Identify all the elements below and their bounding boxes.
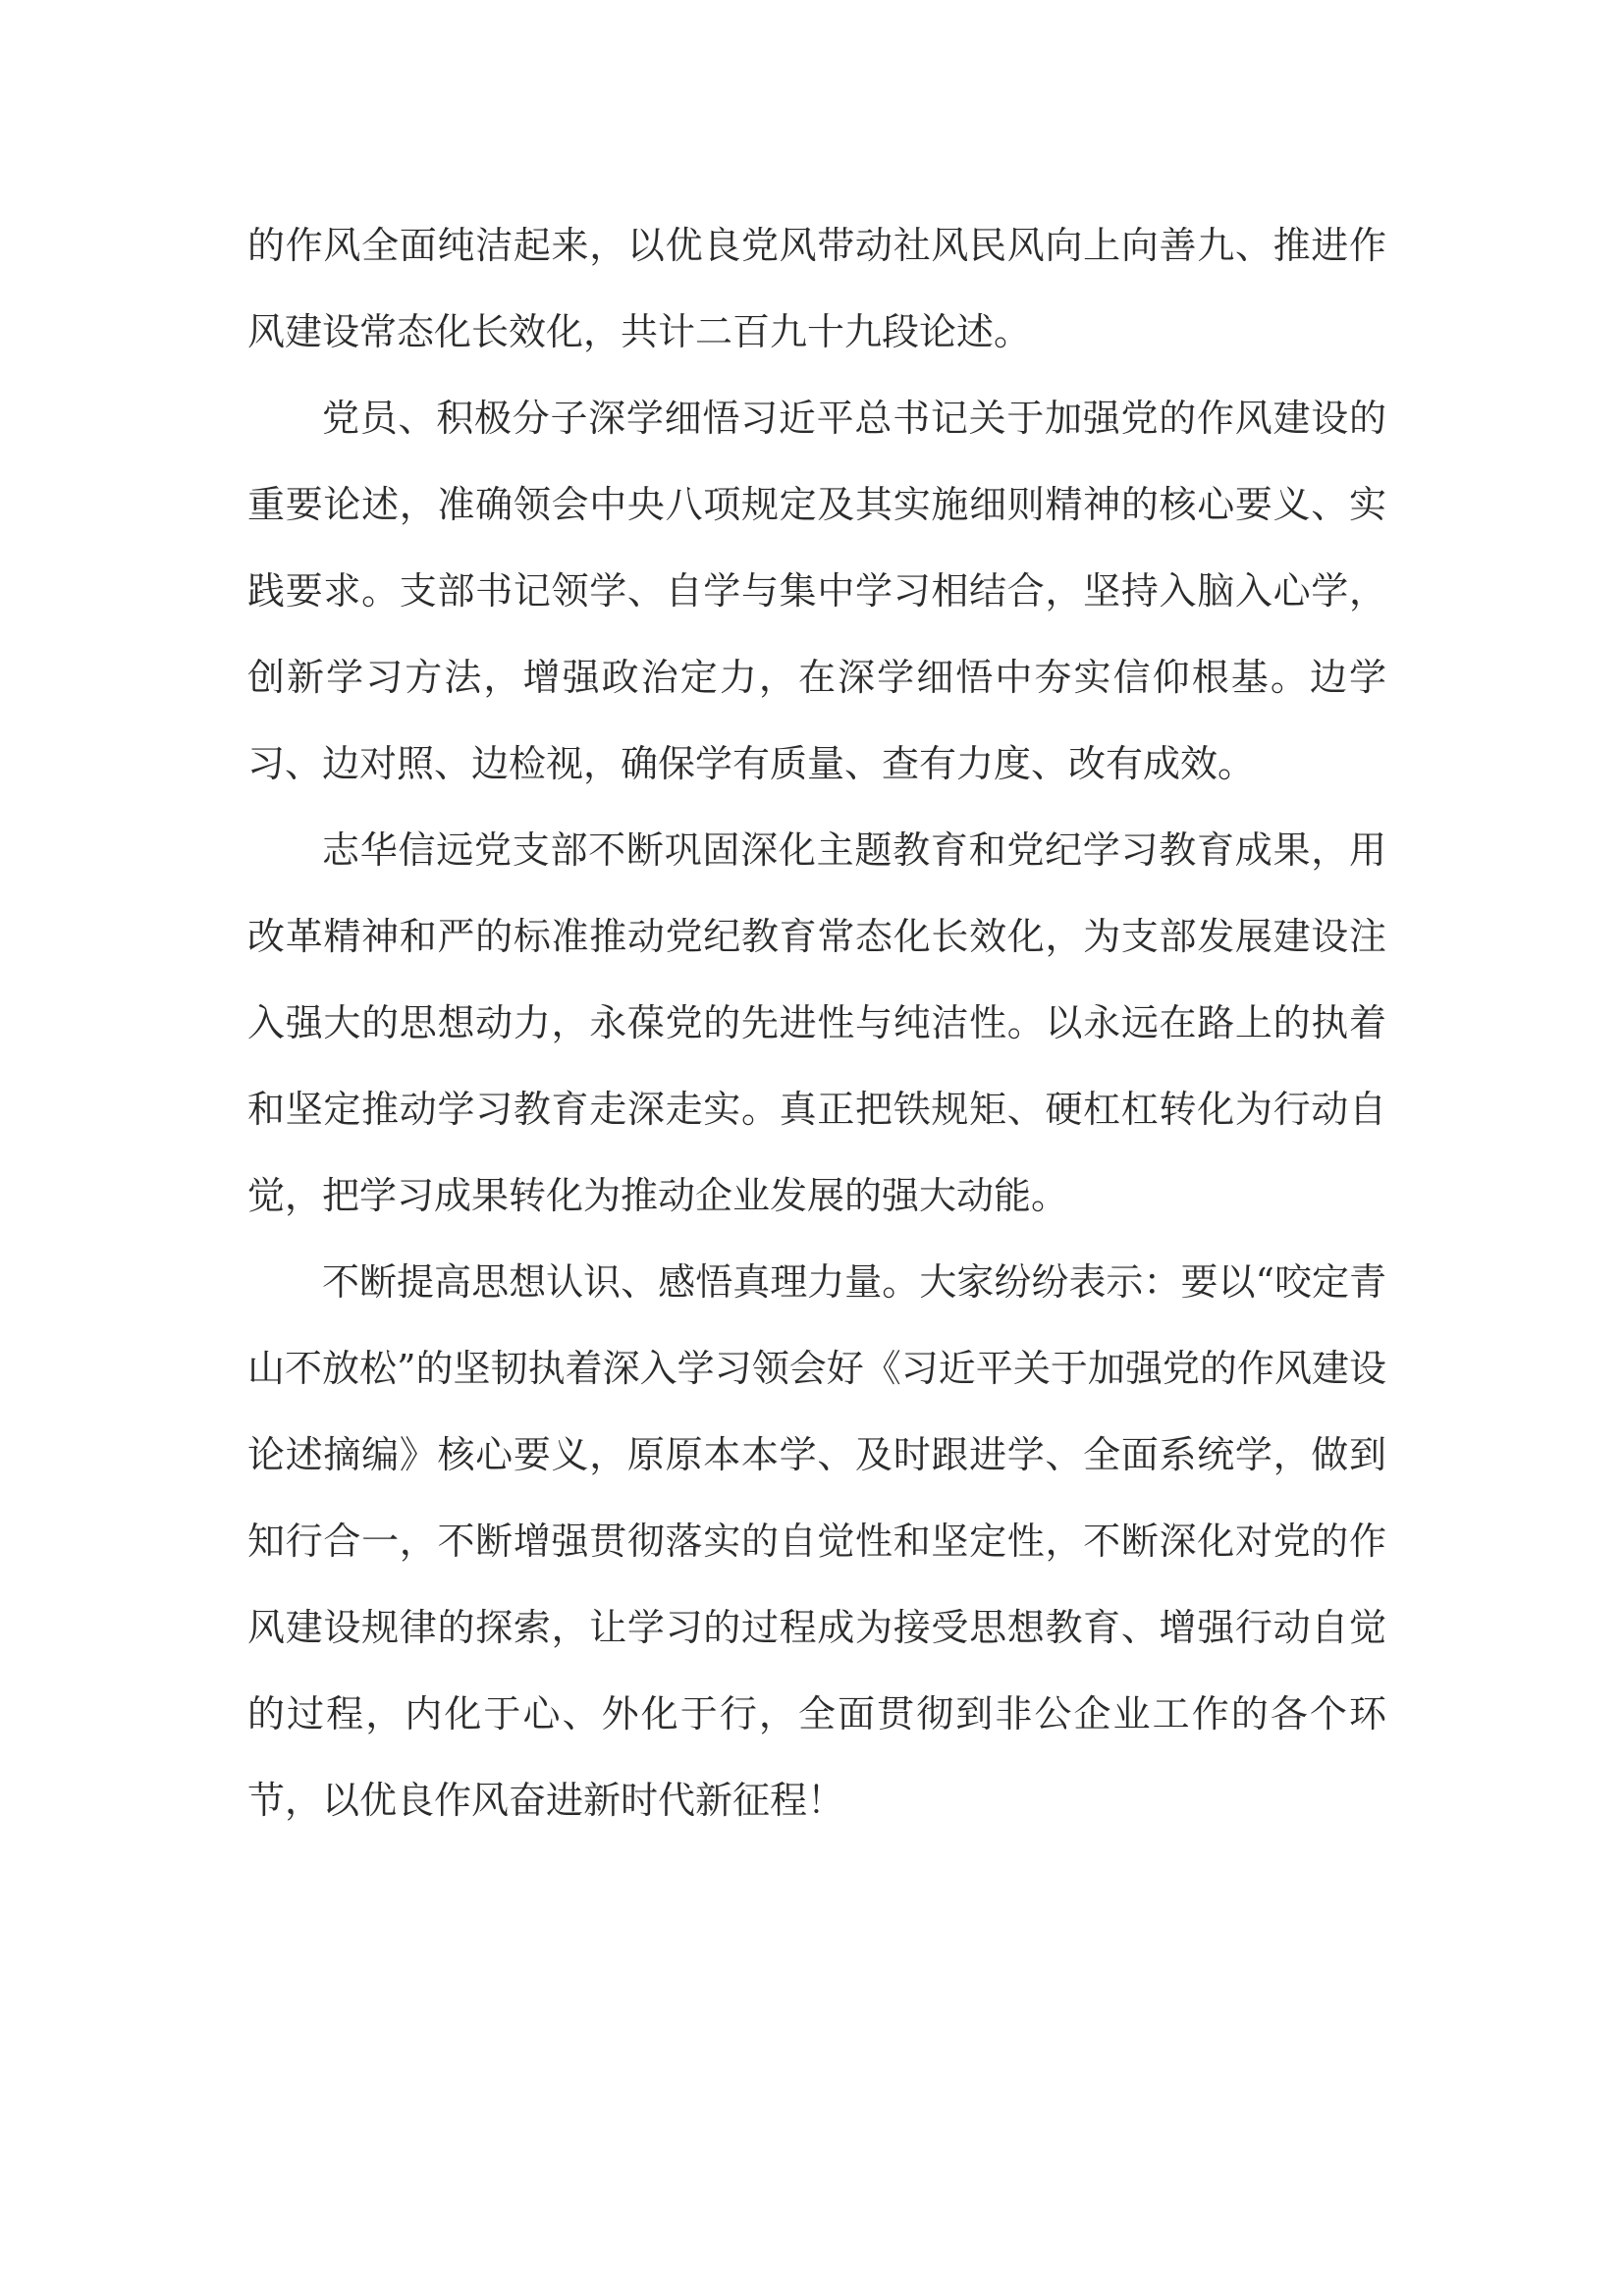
paragraph-members-commitment: 不断提高思想认识、感悟真理力量。大家纷纷表示：要以“咬定青山不放松”的坚韧执着深入学习领会好《习近平关于加强党的作风建设论述摘编》核心要义，原原本本学、及时跟进学、全面系统学，做到知行合一，不断增强贯彻落实的自觉性和坚定性，不断深化对党的作风建设规律的探索，让学习的过程成为接受思想教育、增强行动自觉的过程，内化于心、外化于行，全面贯彻到非公企业工作的各个环节，以优良作风奋进新时代新征程！ (247, 1260, 1386, 1822)
paragraph-study-requirements: 党员、积极分子深学细悟习近平总书记关于加强党的作风建设的重要论述，准确领会中央八项规定及其实施细则精神的核心要义、实践要求。支部书记领学、自学与集中学习相结合，坚持入脑入心学，创新学习方法，增强政治定力，在深学细悟中夯实信仰根基。边学习、边对照、边检视，确保学有质量、查有力度、改有成效。 (247, 397, 1386, 785)
paragraph-continuation: 的作风全面纯洁起来，以优良党风带动社风民风向上向善九、推进作风建设常态化长效化，共计二百九十九段论述。 (247, 224, 1386, 353)
document-body (247, 202, 1386, 1843)
paragraph-branch-achievements: 志华信远党支部不断巩固深化主题教育和党纪学习教育成果，用改革精神和严的标准推动党纪教育常态化长效化，为支部发展建设注入强大的思想动力，永葆党的先进性与纯洁性。以永远在路上的执着和坚定推动学习教育走深走实。真正把铁规矩、硬杠杠转化为行动自觉，把学习成果转化为推动企业发展的强大动能。 (247, 828, 1386, 1217)
